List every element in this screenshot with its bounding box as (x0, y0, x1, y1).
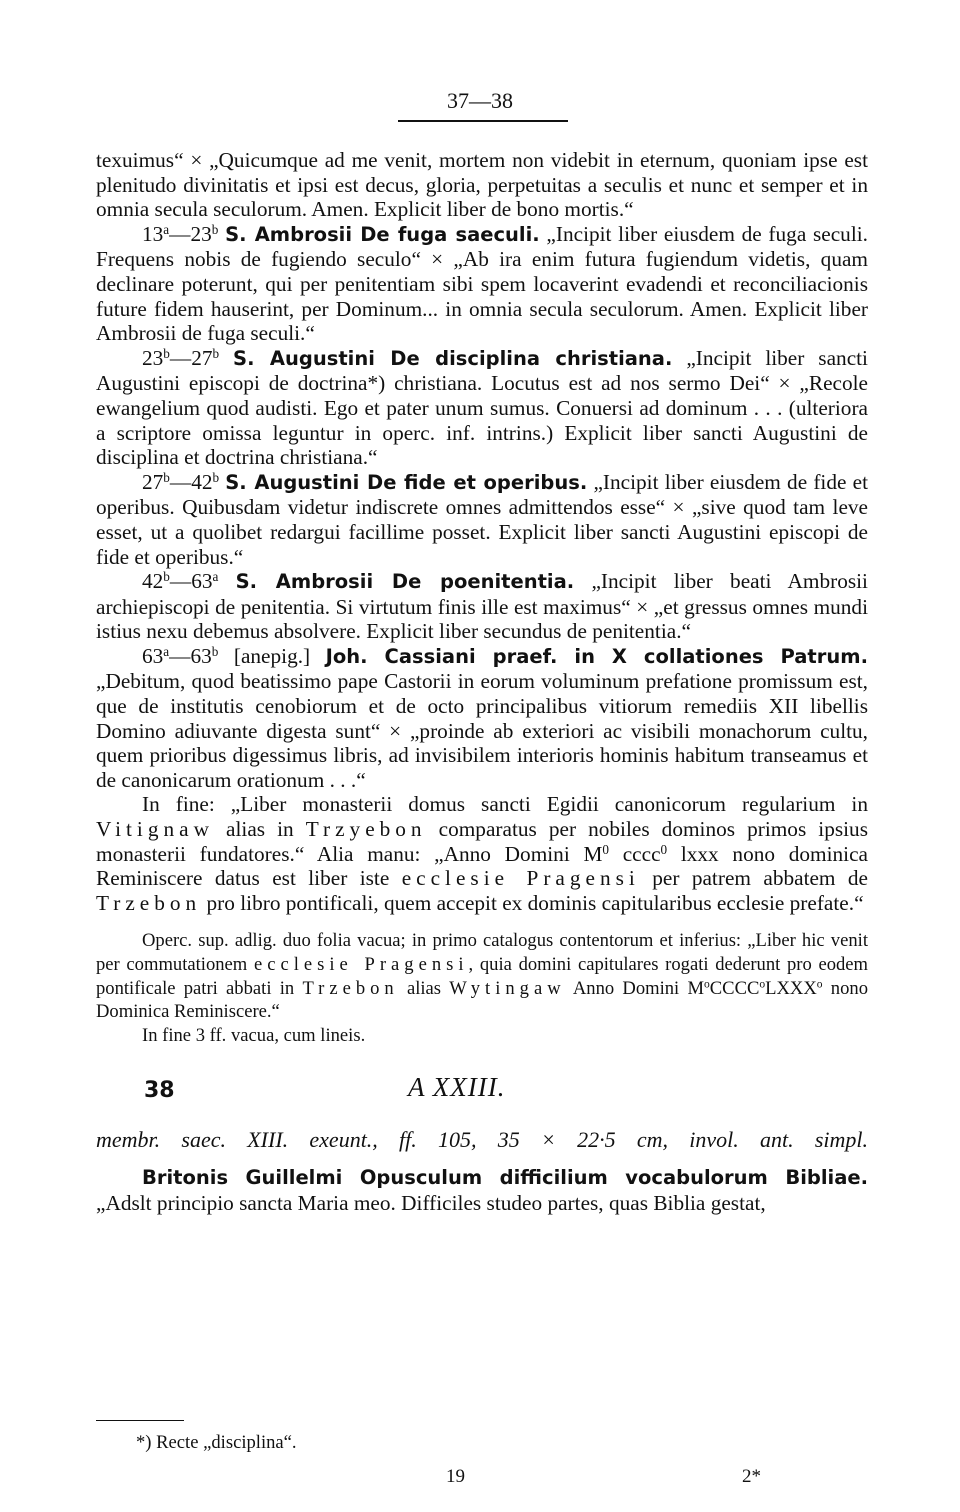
spaced-name: Trzyebon (305, 817, 427, 842)
folio-start: 63 (142, 643, 164, 668)
work-title: S. Ambrosii De poenitentia. (235, 570, 575, 594)
main-text (96, 148, 868, 1216)
content-item-brito (96, 1165, 868, 1215)
footnote: *) Recte „disciplina“. (136, 1432, 297, 1453)
content-item-ambrosius-poenitentia: 42$^b$—63$^a$ S. Ambrosii De poenitentia. „Incipit liber beati Ambrosii archiepiscopi de penitentia. Si virtutum finis ille est maximus“ × „et gressus omnes mundi istius nexu debemus absolvere. Explicit liber secundus de penitentia.“ (96, 568, 868, 644)
spaced-name: ecclesie Pragensi (253, 954, 469, 975)
spaced-name: Trzebon (302, 977, 399, 999)
signature-mark: 2* (742, 1466, 761, 1487)
folio-end: —23 (169, 221, 212, 246)
folio-end: —63 (169, 569, 213, 594)
work-title: S. Augustini De fide et operibus. (225, 470, 588, 494)
footnote-mark: *) (367, 371, 386, 396)
work-title: Joh. Cassiani praef. in X collationes Patrum. (325, 644, 868, 668)
shelfmark: A XXIII. (408, 1072, 506, 1103)
work-title: S. Ambrosii De fuga saeculi. (225, 222, 540, 246)
folio-end: —63 (169, 643, 212, 668)
spaced-name: Wytingaw (449, 977, 566, 999)
entry-heading-38 (96, 1073, 868, 1113)
spaced-name: Vitignaw (96, 817, 214, 842)
spaced-name: Trzebon (96, 890, 202, 915)
provenance-note: In fine: „Liber monasterii domus sancti Egidii canonicorum regularium in Vitignaw alias in Trzyebon comparatus per nobiles dominos primos ipsius monasterii fundatores.“ Alia manu: „Anno Domini $M^0$ cccc$^0$ lxxx nono dominica Reminiscere datus est liber iste ecclesie Pragensi per patrem abbatem de Trzebon pro libro pontificali, quem accepit ex dominis capitularibus ecclesie prefate.“ (96, 792, 869, 915)
content-item-augustinus-fide: 27$^b$—42$^b$ S. Augustini De fide et operibus. „Incipit liber eiusdem de fide et operibus. Quibusdam videtur indiscrete omnes admittendos esse“ × „sive quod tam leve esset, ut a quolibet redargui facillime posset. Explicit liber sancti Augustini episcopi de fide et operibus.“ (96, 469, 868, 569)
item-text: „Incipit liber eiusdem de fide et operibus. Quibusdam videtur indiscrete omnes admittendos esse“ × „sive quod tam leve esset, ut a quolibet redargui facillime posset. Explicit liber sancti Augustini episcopi de fide et operibus.“ (96, 469, 868, 569)
continued-paragraph: texuimus“ × „Quicumque ad me venit, mortem non videbit in eternum, quoniam ipse est plenitudo divinitatis et ipsi est decus, gloria, perpetuitas a seculis et nunc et semper et in omnia secula seculorum. Amen. Explicit liber de bono mortis.“ (96, 148, 868, 222)
item-text: „Incipit liber eiusdem de fuga seculi. Frequens nobis de fugiendo seculo“ × „Ab ira enim futura fugiendum videtis, quam declinare poterunt, qui per penitentiam sibi spem locaverint evadendi et reconciliacionis future fidem hauserint, per Dominum... in omnia secula seculorum. Amen. Explicit liber Ambrosii de fuga seculi.“ (96, 221, 868, 346)
header-rule (398, 120, 568, 122)
physical-description: membr. saec. XIII. exeunt., ff. 105, 35 × 22·5 cm, invol. ant. simpl. (96, 1127, 868, 1153)
binding-note: Operc. sup. adlig. duo folia vacua; in primo catalogus contentorum et inferius: „Liber hic venit per commutationem ecclesie Pragensi, quia domini capitulares rogati dederunt pro eodem pontificale patri abbati in Trzebon alias Wytingaw Anno Domini $M^oCCCC^oLXXX^o$ nono Dominica Reminiscere.“ (96, 930, 869, 1023)
entry-number: 38 (144, 1078, 175, 1104)
content-item-ambrosius-fuga: 13$^a$—23$^b$ S. Ambrosii De fuga saeculi. „Incipit liber eiusdem de fuga seculi. Frequens nobis de fugiendo seculo“ × „Ab ira enim futura fugiendum videtis, quam declinare poterunt, qui per penitentiam sibi spem locaverint evadendi et reconciliacionis future fidem hauserint, per Dominum... in omnia secula seculorum. Amen. Explicit liber Ambrosii de fuga seculi.“ (96, 221, 868, 346)
folio-start: 13 (142, 221, 164, 246)
folio-start: 23 (142, 345, 164, 370)
folio-end: —42 (169, 469, 213, 494)
item-text: „Incipit liber sancti Augustini episcopi de doctrina (96, 345, 868, 396)
item-text: „Adslt principio sancta Maria meo. Difficiles studeo partes, quas Biblia gestat, (96, 1190, 766, 1215)
item-text: „Incipit liber beati Ambrosii archiepiscopi de penitentia. Si virtutum finis ille est maximus“ × „et gressus omnes mundi istius nexu debemus absolvere. Explicit liber secundus de penitentia.“ (96, 569, 868, 644)
content-item-cassianus: 63$^a$—63$^b$ [anepig.] Joh. Cassiani praef. in X collationes Patrum. „Debitum, quod beatissimo pape Castorii in eorum voluminum prefatione promissum est, que de institutis cenobiorum et de octo principalibus vitiorum remediis XII libellis Domino adiuvante digesta sunt“ × „proinde ab exteriori ac visibili monachorum cultu, quem prioribus digessimus libris, ad invisibilem interioris hominis habitum transeamus et de canonicarum orationum . . .“ (96, 643, 868, 792)
folio-end: —27 (169, 345, 213, 370)
page-header: 37—38 (447, 88, 513, 113)
item-text: „Debitum, quod beatissimo pape Castorii in eorum voluminum prefatione promissum est, que de institutis cenobiorum et de octo principalibus vitiorum remediis XII libellis Domino adiuvante digesta sunt“ × „proinde ab exteriori ac visibili monachorum cultu, quem prioribus digessimus libris, ad invisibilem interioris hominis habitum transeamus et de canonicarum orationum . . .“ (96, 669, 868, 792)
work-title: Britonis Guillelmi Opusculum difficilium vocabulorum Bibliae. (142, 1166, 868, 1190)
page-number: 19 (446, 1466, 465, 1487)
work-title: S. Augustini De disciplina christiana. (233, 346, 673, 370)
spaced-name: ecclesie Pragensi (401, 866, 640, 891)
content-item-augustinus-disciplina: 23$^b$—27$^b$ S. Augustini De disciplina christiana. „Incipit liber sancti Augustini episcopi de doctrina*) christiana. Locutus est ad nos sermo Dei“ × „Recole ewangelium quod audisti. Ego et pater unum sumus. Conuersi ad dominum . . . (ulteriora a scriptore omissa leguntur in operc. inf. intrins.) Explicit liber sancti Augustini de disciplina et doctrina christiana.“ (96, 345, 868, 470)
blank-leaves-note: In fine 3 ff. vacua, cum lineis. (142, 1024, 366, 1046)
item-text: christiana. Locutus est ad nos sermo Dei“ × „Recole ewangelium quod audisti. Ego et pater unum sumus. Conuersi ad dominum . . . (ulteriora a scriptore omissa leguntur in operc. inf. intrins.) Explicit liber sancti Augustini de disciplina et doctrina christiana.“ (96, 371, 868, 470)
folio-start: 42 (142, 569, 164, 594)
folio-start: 27 (142, 469, 164, 494)
footnote-rule (96, 1420, 184, 1421)
